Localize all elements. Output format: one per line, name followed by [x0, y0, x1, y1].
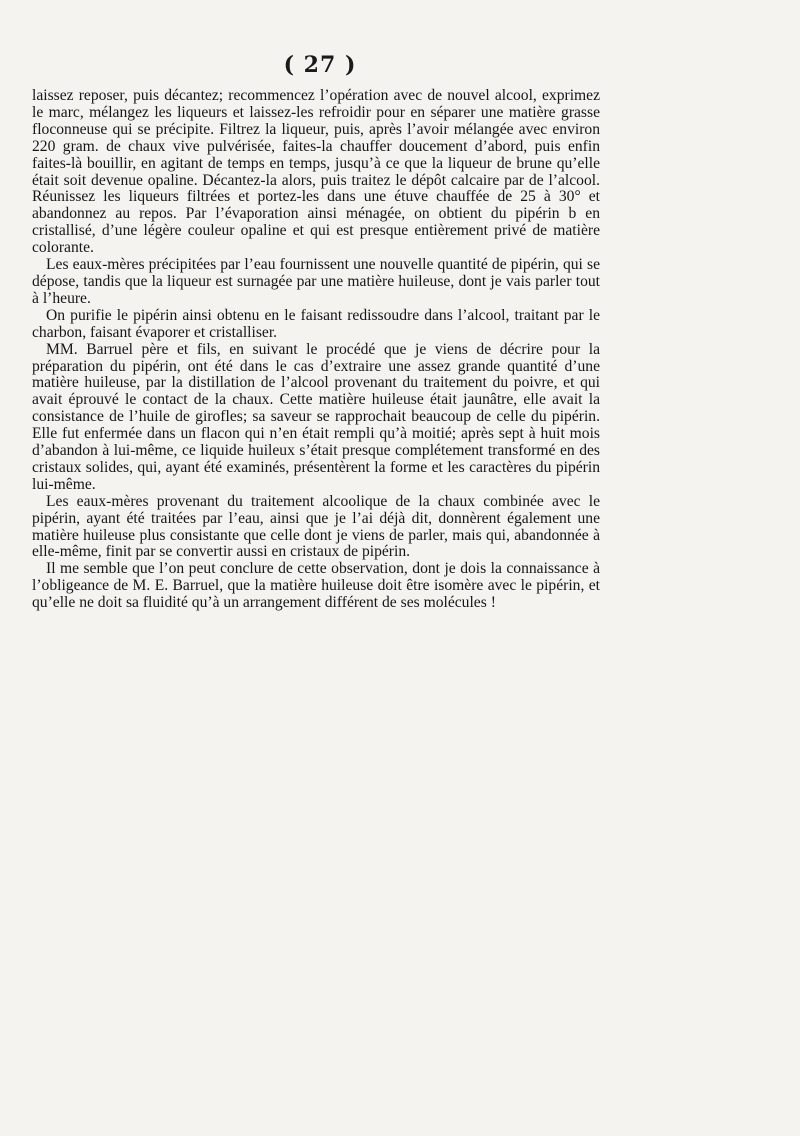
body-text: [32, 88, 600, 612]
paragraph-5: Les eaux-mères provenant du traitement alcoolique de la chaux combinée avec le pipérin, ayant été traitées par l’eau, ainsi que je l’ai déjà dit, donnèrent également une matière huileuse plus consistante que celle dont je viens de parler, mais qui, abandonnée à elle-même, finit par se convertir aussi en cristaux de pipérin.: [32, 492, 600, 561]
paragraph-6: Il me semble que l’on peut conclure de cette observation, dont je dois la connaissance à l’obligeance de M. E. Barruel, que la matière huileuse doit être isomère avec le pipérin, et qu’elle ne doit sa fluidité qu’à un arrangement différent de ses molécules !: [32, 560, 600, 612]
paragraph-3: On purifie le pipérin ainsi obtenu en le faisant redissoudre dans l’alcool, traitant par le charbon, faisant évaporer et cristalliser.: [32, 306, 600, 341]
page-number: ( 27 ): [283, 52, 357, 78]
paragraph-4: MM. Barruel père et fils, en suivant le procédé que je viens de décrire pour la préparation du pipérin, ont été dans le cas d’extraire une assez grande quantité d’une matière huileuse, par la distillation de l’alcool provenant du traitement du poivre, et qui avait éprouvé le contact de la chaux. Cette matière huileuse était jaunâtre, elle avait la consistance de l’huile de girofles; sa saveur se rapprochait beaucoup de celle du pipérin. Elle fut enfermée dans un flacon qui n’en était rempli qu’à moitié; après sept à huit mois d’abandon à lui-même, ce liquide huileux s’était presque complétement transformé en des cristaux solides, qui, ayant été examinés, présentèrent la forme et les caractères du pipérin lui-même.: [32, 340, 600, 493]
paragraph-2: Les eaux-mères précipitées par l’eau fournissent une nouvelle quantité de pipérin, qui se dépose, tandis que la liqueur est surnagée par une matière huileuse, dont je vais parler tout à l’heure.: [32, 256, 600, 307]
paragraph-1: laissez reposer, puis décantez; recommencez l’opération avec de nouvel alcool, exprimez le marc, mélangez les liqueurs et laissez-les refroidir pour en séparer une matière grasse floconneuse qui se précipite. Filtrez la liqueur, puis, après l’avoir mélangée avec environ 220 gram. de chaux vive pulvérisée, faites-la chauffer doucement d’abord, puis enfin faites-là bouillir, en agitant de temps en temps, jusqu’à ce que la liqueur de brune qu’elle était soit devenue opaline. Décantez-la alors, puis traitez le dépôt calcaire par de l’alcool. Réunissez les liqueurs filtrées et portez-les dans une étuve chauffée de 25 à 30° et abandonnez au repos. Par l’évaporation ainsi ménagée, on obtient du pipérin b en cristallisé, d’une légère couleur opaline et qui est presque entièrement privé de matière colorante.: [32, 87, 600, 257]
